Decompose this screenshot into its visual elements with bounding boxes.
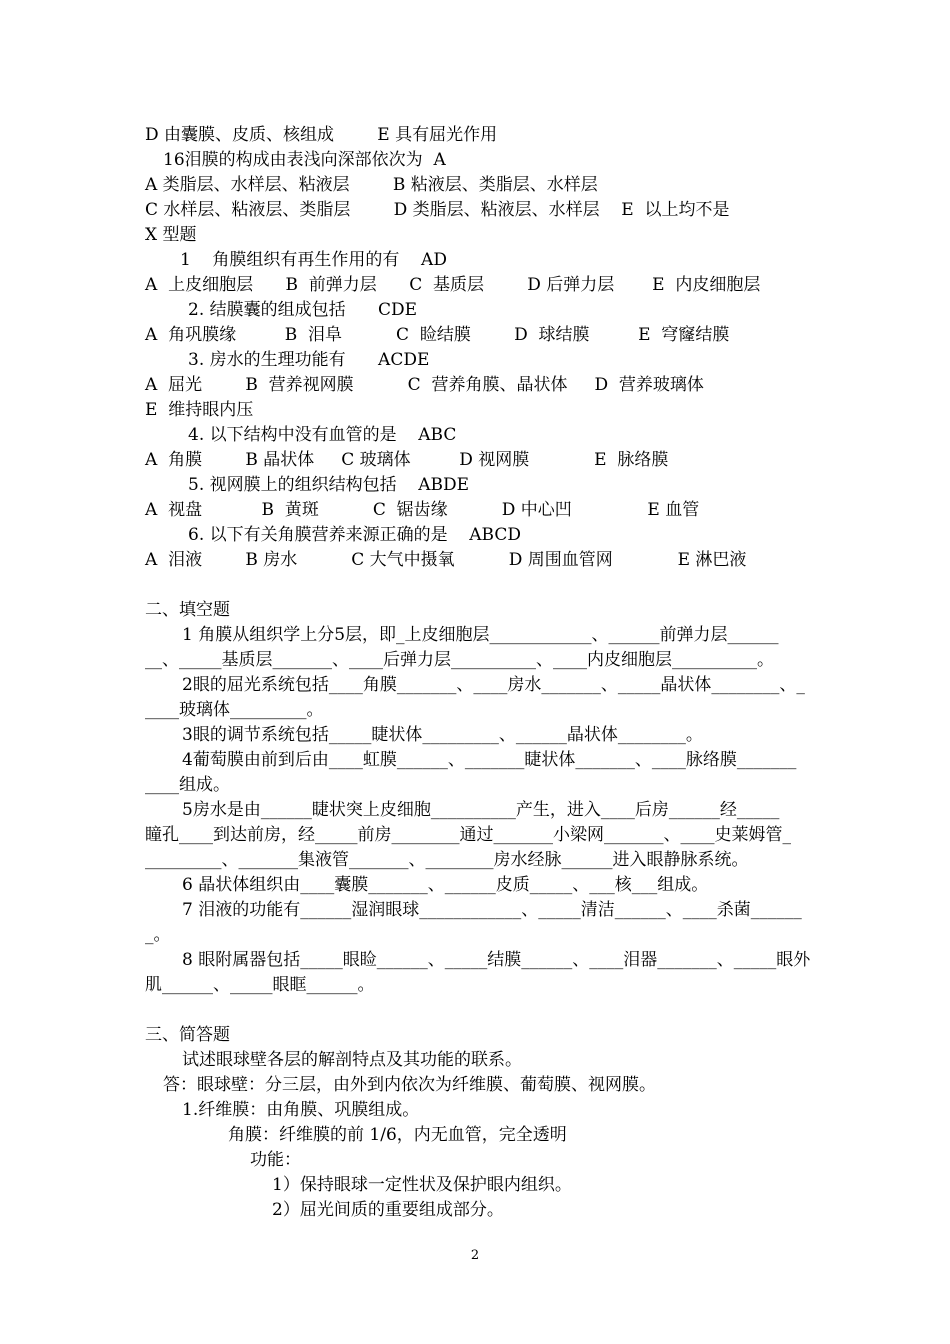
x-type-heading: X 型题 (145, 225, 197, 245)
fill-blank-line: _。 (145, 925, 171, 945)
x-question-options: A 角巩膜缘 B 泪阜 C 睑结膜 D 球结膜 E 穹窿结膜 (145, 325, 730, 345)
fill-blank-line: 1 角膜从组织学上分5层，即_上皮细胞层____________、______前弹力层______ (182, 625, 779, 645)
x-question-options: A 屈光 B 营养视网膜 C 营养角膜、晶状体 D 营养玻璃体 (145, 375, 704, 395)
x-question-stem: 5. 视网膜上的组织结构包括 ABDE (188, 475, 470, 495)
x-question-stem: 3. 房水的生理功能有 ACDE (188, 350, 430, 370)
fill-blank-line: 8 眼附属器包括_____眼睑______、_____结膜______、____泪器_______、_____眼外 (182, 950, 811, 970)
x-question-stem: 4. 以下结构中没有血管的是 ABC (188, 425, 457, 445)
x-question-options: A 视盘 B 黄斑 C 锯齿缘 D 中心凹 E 血管 (145, 500, 700, 520)
fill-blank-heading: 二、填空题 (145, 600, 230, 620)
x-question-stem: 6. 以下有关角膜营养来源正确的是 ABCD (188, 525, 521, 545)
fill-blank-line: 5房水是由______睫状突上皮细胞__________产生，进入____后房______经_____ (182, 800, 780, 820)
q16-options-line2: C 水样层、粘液层、类脂层 D 类脂层、粘液层、水样层 E 以上均不是 (145, 200, 730, 220)
function-item: 2）屈光间质的重要组成部分。 (272, 1200, 504, 1220)
x-question-options: A 泪液 B 房水 C 大气中摄氧 D 周围血管网 E 淋巴液 (145, 550, 747, 570)
fill-blank-line: 肌______、_____眼眶______。 (145, 975, 375, 995)
fill-blank-line: _________、_______集液管_______、________房水经脉______进入眼静脉系统。 (145, 850, 749, 870)
short-answer-intro: 答：眼球壁：分三层，由外到内依次为纤维膜、葡萄膜、视网膜。 (163, 1075, 656, 1095)
x-question-options: E 维持眼内压 (145, 400, 254, 420)
fill-blank-line: 2眼的屈光系统包括____角膜_______、____房水_______、_____晶状体________、_ (182, 675, 805, 695)
function-label: 功能： (250, 1150, 301, 1170)
fill-blank-line: __、_____基质层_______、____后弹力层__________、____内皮细胞层__________。 (145, 650, 774, 670)
x-question-options: A 上皮细胞层 B 前弹力层 C 基质层 D 后弹力层 E 内皮细胞层 (145, 275, 761, 295)
q15-options: D 由囊膜、皮质、核组成 E 具有屈光作用 (145, 125, 498, 145)
fill-blank-line: ____玻璃体_________。 (145, 700, 324, 720)
short-answer-question: 试述眼球壁各层的解剖特点及其功能的联系。 (182, 1050, 522, 1070)
fill-blank-line: 3眼的调节系统包括_____睫状体_________、______晶状体________。 (182, 725, 703, 745)
fill-blank-line: 6 晶状体组织由____囊膜_______、______皮质_____、___核___组成。 (182, 875, 709, 895)
q16-stem: 16泪膜的构成由表浅向深部依次为 A (163, 150, 446, 170)
q16-options-line1: A 类脂层、水样层、粘液层 B 粘液层、类脂层、水样层 (145, 175, 598, 195)
fill-blank-line: 7 泪液的功能有______湿润眼球____________、_____清洁______、____杀菌______ (182, 900, 802, 920)
function-item: 1）保持眼球一定性状及保护眼内组织。 (272, 1175, 572, 1195)
x-question-stem: 2. 结膜囊的组成包括 CDE (188, 300, 418, 320)
cornea-line: 角膜：纤维膜的前 1/6，内无血管，完全透明 (228, 1125, 567, 1145)
fill-blank-line: ____组成。 (145, 775, 230, 795)
page-number: 2 (470, 1248, 480, 1263)
fibrous-layer-line: 1.纤维膜：由角膜、巩膜组成。 (182, 1100, 420, 1120)
x-question-stem: 1 角膜组织有再生作用的有 AD (180, 250, 447, 270)
fill-blank-line: 4葡萄膜由前到后由____虹膜______、_______睫状体_______、____脉络膜_______ (182, 750, 797, 770)
fill-blank-line: 瞳孔____到达前房，经_____前房________通过_______小梁网_______、____史莱姆管_ (145, 825, 791, 845)
short-answer-heading: 三、简答题 (145, 1025, 230, 1045)
x-question-options: A 角膜 B 晶状体 C 玻璃体 D 视网膜 E 脉络膜 (145, 450, 669, 470)
